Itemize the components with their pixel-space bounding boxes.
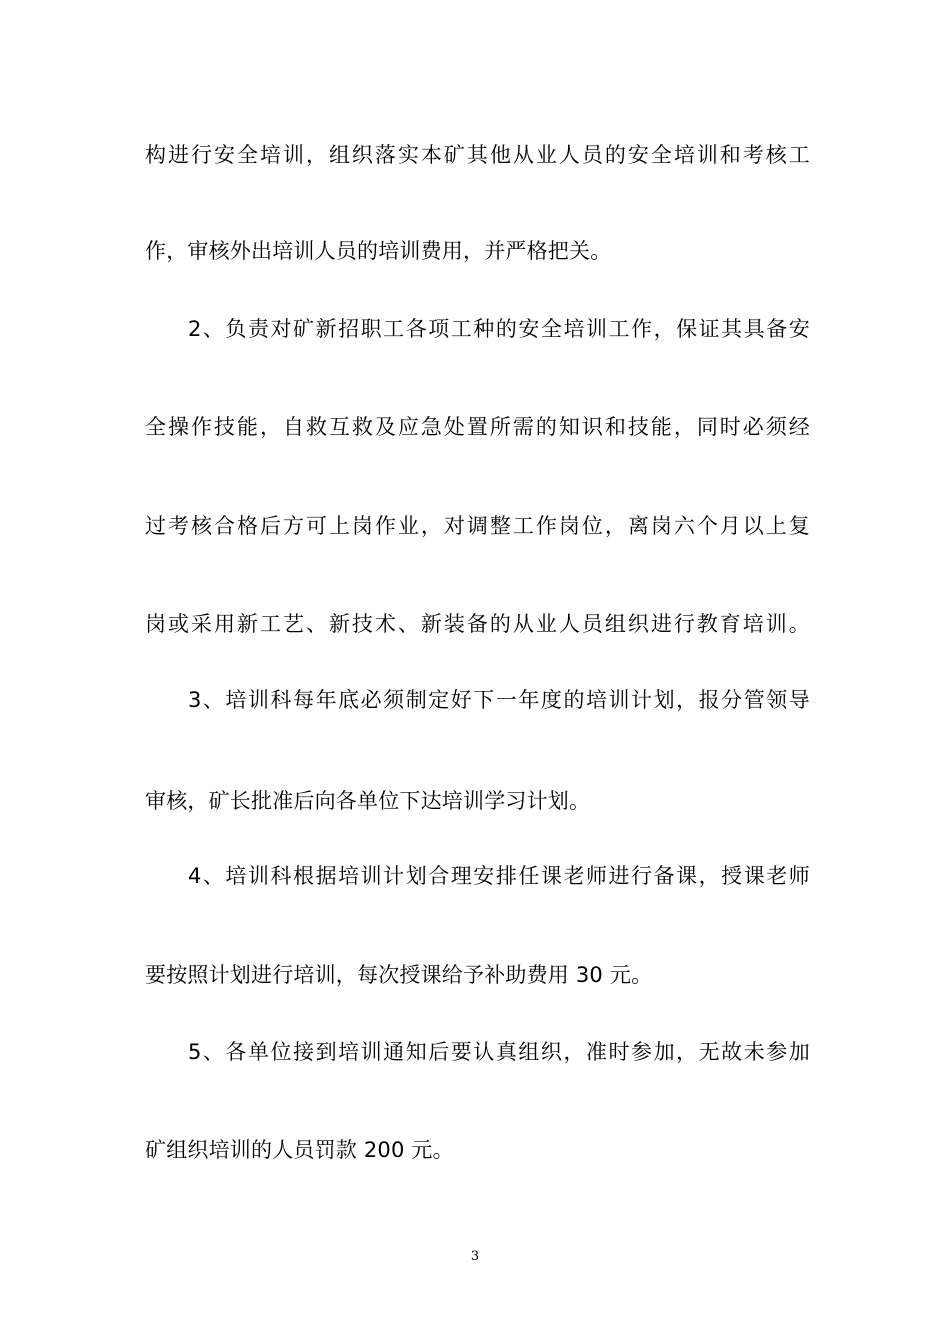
text-line: 4、培训科根据培训计划合理安排任课老师进行备课，授课老师 xyxy=(188,864,810,888)
text-line: 要按照计划进行培训，每次授课给予补助费用 30 元。 xyxy=(145,963,653,987)
page-number: 3 xyxy=(470,1249,480,1264)
text-line: 矿组织培训的人员罚款 200 元。 xyxy=(145,1138,454,1162)
text-line: 过考核合格后方可上岗作业，对调整工作岗位，离岗六个月以上复 xyxy=(145,514,810,538)
text-line: 作，审核外出培训人员的培训费用，并严格把关。 xyxy=(145,239,612,263)
text-line: 全操作技能，自救互救及应急处置所需的知识和技能，同时必须经 xyxy=(145,415,810,439)
text-line: 岗或采用新工艺、新技术、新装备的从业人员组织进行教育培训。 xyxy=(145,612,810,636)
text-line: 5、各单位接到培训通知后要认真组织，准时参加，无故未参加 xyxy=(188,1040,810,1064)
text-line: 审核，矿长批准后向各单位下达培训学习计划。 xyxy=(145,789,591,813)
text-line: 3、培训科每年底必须制定好下一年度的培训计划，报分管领导 xyxy=(188,688,810,712)
text-line: 构进行安全培训，组织落实本矿其他从业人员的安全培训和考核工 xyxy=(145,143,810,167)
text-line: 2、负责对矿新招职工各项工种的安全培训工作，保证其具备安 xyxy=(188,317,810,341)
